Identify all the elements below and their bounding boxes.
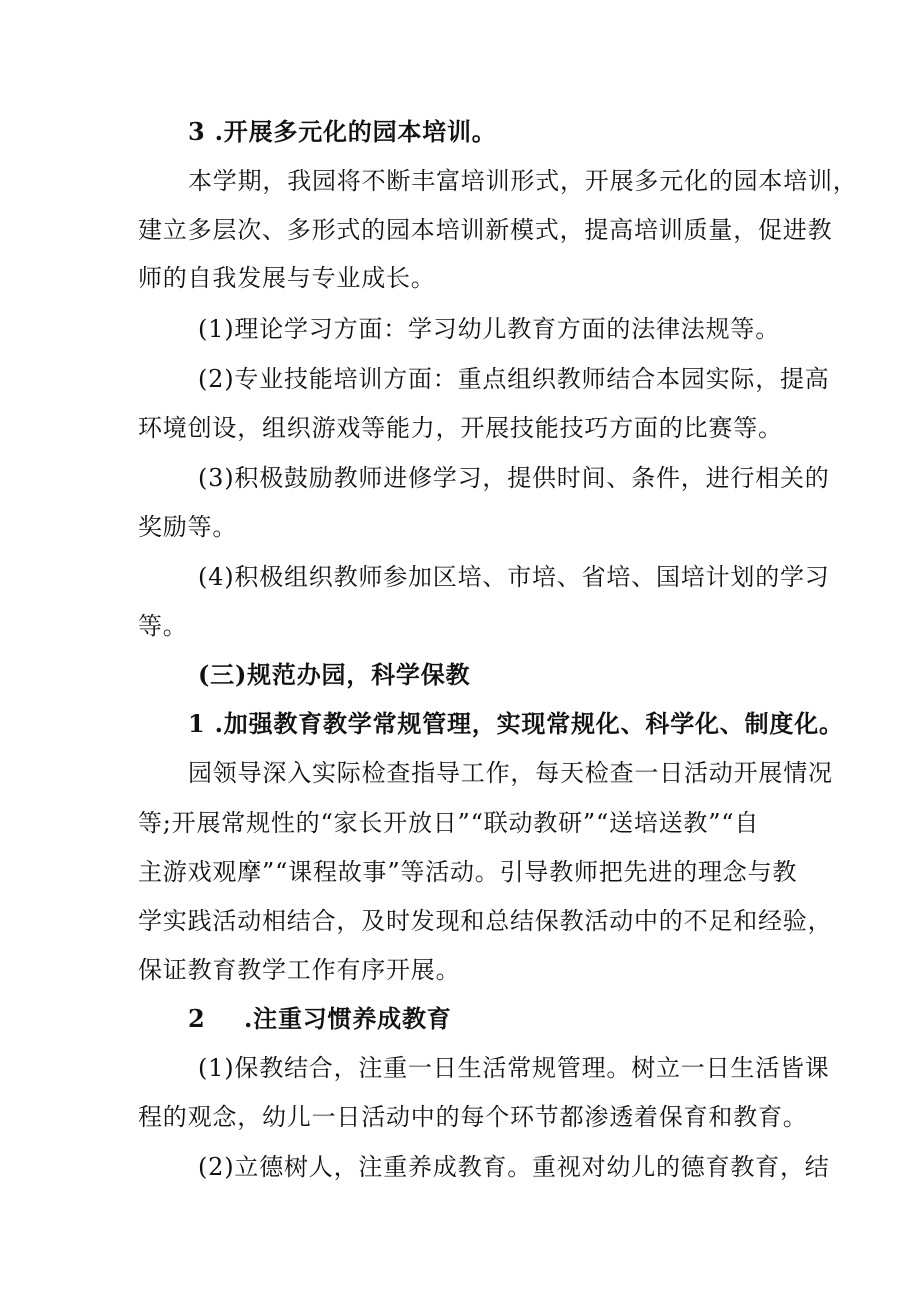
point-2-item-1-line-2: 程的观念，幼儿一日活动中的每个环节都渗透着保育和教育。	[138, 1103, 808, 1131]
point-1-para-line-5: 保证教育教学工作有序开展。	[138, 956, 461, 984]
point-1-para-line-1: 园领导深入实际检查指导工作，每天检查一日活动开展情况	[188, 759, 833, 787]
section-3-item-4-line-1: (4)积极组织教师参加区培、市培、省培、国培计划的学习	[198, 563, 830, 591]
section-3-item-2-line-1: (2)专业技能培训方面：重点组织教师结合本园实际，提高	[198, 365, 830, 393]
point-1-para-line-4: 学实践活动相结合，及时发现和总结保教活动中的不足和经验，	[138, 907, 833, 935]
point-2-heading-text: .注重习惯养成教育	[244, 1004, 452, 1033]
point-2-heading-number: 2	[188, 1004, 206, 1033]
section-3-para-line-2: 建立多层次、多形式的园本培训新模式，提高培训质量，促进教	[138, 216, 833, 244]
part-3-heading: (三)规范办园，科学保教	[198, 660, 471, 689]
section-3-item-2-line-2: 环境创设，组织游戏等能力，开展技能技巧方面的比赛等。	[138, 414, 783, 442]
section-3-item-3-line-2: 奖励等。	[138, 513, 238, 541]
point-2-item-2-line-1: (2)立德树人，注重养成教育。重视对幼儿的德育教育，结	[198, 1153, 830, 1181]
section-3-para-line-3: 师的自我发展与专业成长。	[138, 264, 436, 292]
point-2-heading	[188, 1003, 452, 1035]
point-1-heading: 1 .加强教育教学常规管理，实现常规化、科学化、制度化。	[188, 709, 844, 738]
section-3-item-3-line-1: (3)积极鼓励教师进修学习，提供时间、条件，进行相关的	[198, 464, 830, 492]
section-3-item-1: (1)理论学习方面：学习幼儿教育方面的法律法规等。	[198, 315, 780, 343]
point-1-para-line-2: 等;开展常规性的“家长开放日”“联动教研”“送培送教”“自	[138, 809, 760, 837]
section-3-item-4-line-2: 等。	[138, 612, 188, 640]
point-2-item-1-line-1: (1)保教结合，注重一日生活常规管理。树立一日生活皆课	[198, 1054, 830, 1082]
section-3-heading: 3 .开展多元化的园本培训。	[188, 117, 497, 146]
point-1-para-line-3: 主游戏观摩”“课程故事”等活动。引导教师把先进的理念与教	[138, 858, 798, 886]
section-3-para-line-1: 本学期，我园将不断丰富培训形式，开展多元化的园本培训，	[188, 167, 858, 195]
